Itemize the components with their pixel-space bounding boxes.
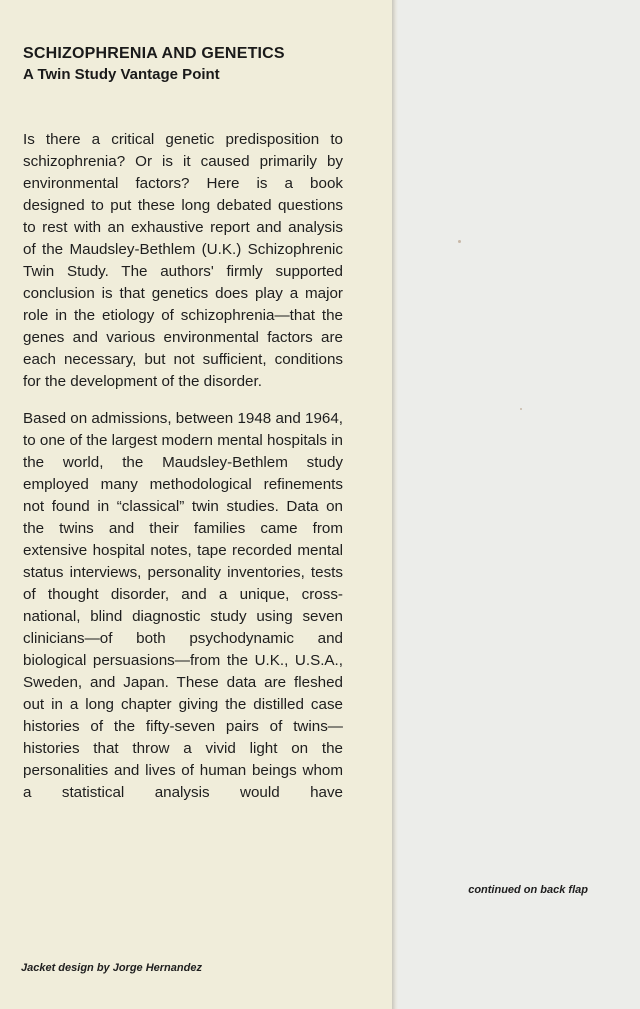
flap-copy (23, 129, 343, 804)
continued-note: continued on back flap (468, 884, 588, 896)
jacket-design-credit: Jacket design by Jorge Hernandez (21, 962, 202, 974)
paragraph-intro: Is there a critical genetic predisposition to schizophrenia? Or is it caused primarily by environmental factors? Here is a book designed to put these long debated questions to rest with an exhaustive report and analysis of the Maudsley-Bethlem (U.K.) Schizophrenic Twin Study. The authors' firmly supported conclusion is that genetics does play a major role in the etiology of schizophrenia—that the genes and various environmental factors are each necessary, but not sufficient, conditions for the development of the disorder. (23, 131, 343, 390)
book-title: SCHIZOPHRENIA AND GENETICS (23, 45, 285, 62)
book-subtitle: A Twin Study Vantage Point (23, 66, 220, 83)
paper-fleck (520, 408, 522, 410)
paragraph-study: Based on admissions, between 1948 and 1964, to one of the largest modern mental hospitals in the world, the Maudsley-Bethlem study employed many methodological refinements not found in “classical” twin studies. Data on the twins and their families came from extensive hospital notes, tape recorded mental status interviews, personality inventories, tests of thought disorder, and a unique, cross-national, blind diagnostic study using seven clinicians—of both psychodynamic and biological persuasions—from the U.K., U.S.A., Sweden, and Japan. These data are fleshed out in a long chapter giving the distilled case histories of the fifty-seven pairs of twins—histories that throw a vivid light on the personalities and lives of human beings whom a statistical analysis would have (23, 410, 344, 801)
jacket-back-panel (398, 0, 640, 1009)
paper-fleck (458, 240, 461, 243)
